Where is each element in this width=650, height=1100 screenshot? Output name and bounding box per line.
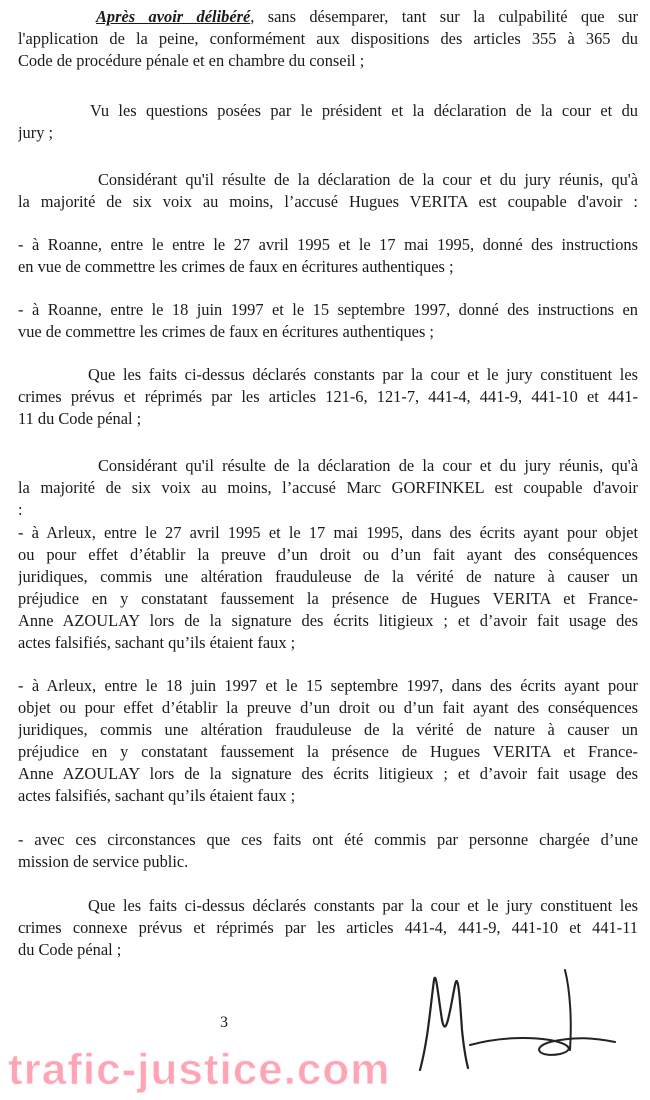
text-line: la majorité de six voix au moins, l’accusé Marc GORFINKEL est coupable d'avoir [18, 478, 638, 497]
text-line: mission de service public. [18, 852, 189, 871]
text-line: objet ou pour effet d’établir la preuve d’un droit ou d’un fait ayant des conséquences [18, 698, 638, 717]
text-line: du Code pénal ; [18, 940, 122, 959]
text-line: en vue de commettre les crimes de faux en écritures authentiques ; [18, 257, 454, 276]
paragraph-circonstances [18, 829, 638, 873]
paragraph-roanne-1995 [18, 234, 638, 278]
text-line: préjudice en y constatant faussement la présence de Hugues VERITA et France- [18, 589, 638, 608]
text-line: crimes prévus et réprimés par les articles 121-6, 121-7, 441-4, 441-9, 441-10 et 441- [18, 387, 638, 406]
text-line: crimes connexe prévus et réprimés par les articles 441-4, 441-9, 441-10 et 441-11 [18, 918, 638, 937]
paragraph-roanne-1997 [18, 299, 638, 343]
text-line: - à Arleux, entre le 27 avril 1995 et le 17 mai 1995, dans des écrits ayant pour objet [18, 523, 638, 542]
text-line: Code de procédure pénale et en chambre du conseil ; [18, 51, 365, 70]
text-line: - à Roanne, entre le 18 juin 1997 et le 15 septembre 1997, donné des instructions en [18, 300, 638, 319]
text-line: Vu les questions posées par le président et la déclaration de la cour et du [90, 101, 638, 120]
text-line: - à Roanne, entre le entre le 27 avril 1995 et le 17 mai 1995, donné des instructions [18, 235, 638, 254]
text-line: - avec ces circonstances que ces faits ont été commis par personne chargée d’une [18, 830, 638, 849]
text-line: la majorité de six voix au moins, l’accusé Hugues VERITA est coupable d'avoir : [18, 192, 638, 211]
text-line: : [18, 500, 23, 519]
text-line: Que les faits ci-dessus déclarés constants par la cour et le jury constituent les [88, 365, 638, 384]
text-line: ou pour effet d’établir la preuve d’un droit ou d’un fait ayant des conséquences [18, 545, 638, 564]
paragraph-arleux-1995 [18, 522, 638, 654]
text-line: vue de commettre les crimes de faux en écritures authentiques ; [18, 322, 434, 341]
text-line: Anne AZOULAY lors de la signature des écrits litigieux ; et d’avoir fait usage des [18, 764, 638, 783]
paragraph-questions [18, 100, 638, 144]
text-line: Considérant qu'il résulte de la déclaration de la cour et du jury réunis, qu'à [98, 456, 638, 475]
paragraph-considerant-verita [18, 169, 638, 213]
text-line: actes falsifiés, sachant qu’ils étaient faux ; [18, 786, 296, 805]
page-number: 3 [220, 1014, 228, 1031]
text-line: l'application de la peine, conformément aux dispositions des articles 355 à 365 du [18, 29, 638, 48]
text-line [18, 6, 638, 28]
signature [400, 950, 630, 1080]
text-line: préjudice en y constatant faussement la présence de Hugues VERITA et France- [18, 742, 638, 761]
heading-apres-avoir-delibere: Après avoir délibéré [96, 7, 251, 26]
text-line: Que les faits ci-dessus déclarés constants par la cour et le jury constituent les [88, 896, 638, 915]
text-line: juridiques, commis une altération frauduleuse de la vérité de nature à causer un [18, 567, 638, 586]
text-line: jury ; [18, 123, 54, 142]
text-line-rest: , sans désemparer, tant sur la culpabilité que sur [250, 7, 638, 26]
paragraph-arleux-1997 [18, 675, 638, 807]
paragraph-deliberation [18, 6, 638, 72]
text-line: 11 du Code pénal ; [18, 409, 142, 428]
text-line: Anne AZOULAY lors de la signature des écrits litigieux ; et d’avoir fait usage des [18, 611, 638, 630]
text-line: - à Arleux, entre le 18 juin 1997 et le 15 septembre 1997, dans des écrits ayant pour [18, 676, 638, 695]
text-line: Considérant qu'il résulte de la déclaration de la cour et du jury réunis, qu'à [98, 170, 638, 189]
text-line: actes falsifiés, sachant qu’ils étaient faux ; [18, 633, 296, 652]
text-line: juridiques, commis une altération frauduleuse de la vérité de nature à causer un [18, 720, 638, 739]
paragraph-considerant-gorfinkel [18, 455, 638, 521]
watermark: trafic-justice.com [8, 1045, 391, 1094]
paragraph-crimes-verita [18, 364, 638, 430]
